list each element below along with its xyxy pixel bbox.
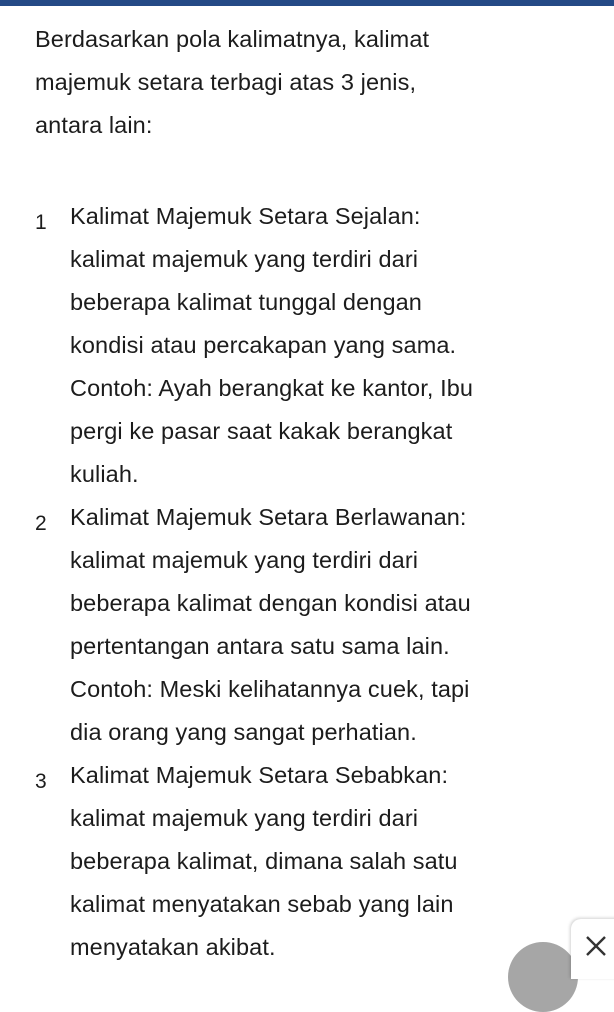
article-content	[35, 18, 595, 960]
item-line: Contoh: Meski kelihatannya cuek, tapi	[70, 676, 470, 702]
intro-line: Berdasarkan pola kalimatnya, kalimat	[35, 26, 430, 52]
item-line: kuliah.	[70, 461, 139, 487]
types-list	[35, 195, 595, 969]
item-line: kalimat majemuk yang terdiri dari	[70, 547, 419, 573]
item-line: dia orang yang sangat perhatian.	[70, 719, 417, 745]
item-line: Kalimat Majemuk Setara Berlawanan:	[70, 504, 467, 530]
item-line: pertentangan antara satu sama lain.	[70, 633, 450, 659]
list-number: 1	[35, 211, 47, 234]
item-line: Contoh: Ayah berangkat ke kantor, Ibu	[70, 375, 474, 401]
list-item-text	[70, 496, 595, 754]
list-item-text	[70, 754, 595, 969]
close-icon[interactable]	[585, 935, 607, 957]
intro-line: majemuk setara terbagi atas 3 jenis,	[35, 69, 417, 95]
top-bar	[0, 0, 614, 6]
item-line: beberapa kalimat, dimana salah satu	[70, 848, 458, 874]
item-line: Kalimat Majemuk Setara Sebabkan:	[70, 762, 449, 788]
item-line: kalimat majemuk yang terdiri dari	[70, 805, 419, 831]
item-line: pergi ke pasar saat kakak berangkat	[70, 418, 453, 444]
item-line: kalimat majemuk yang terdiri dari	[70, 246, 419, 272]
item-line: Kalimat Majemuk Setara Sejalan:	[70, 203, 421, 229]
intro-line: antara lain:	[35, 112, 153, 138]
item-line: menyatakan akibat.	[70, 934, 276, 960]
list-item-text	[70, 195, 595, 496]
list-number: 2	[35, 512, 47, 535]
item-line: kondisi atau percakapan yang sama.	[70, 332, 457, 358]
intro-paragraph	[35, 18, 595, 147]
floating-action-button[interactable]	[508, 942, 578, 1012]
list-item	[35, 754, 595, 969]
item-line: beberapa kalimat tunggal dengan	[70, 289, 422, 315]
item-line: kalimat menyatakan sebab yang lain	[70, 891, 454, 917]
list-item	[35, 195, 595, 496]
list-item	[35, 496, 595, 754]
item-line: beberapa kalimat dengan kondisi atau	[70, 590, 471, 616]
list-number: 3	[35, 770, 47, 793]
